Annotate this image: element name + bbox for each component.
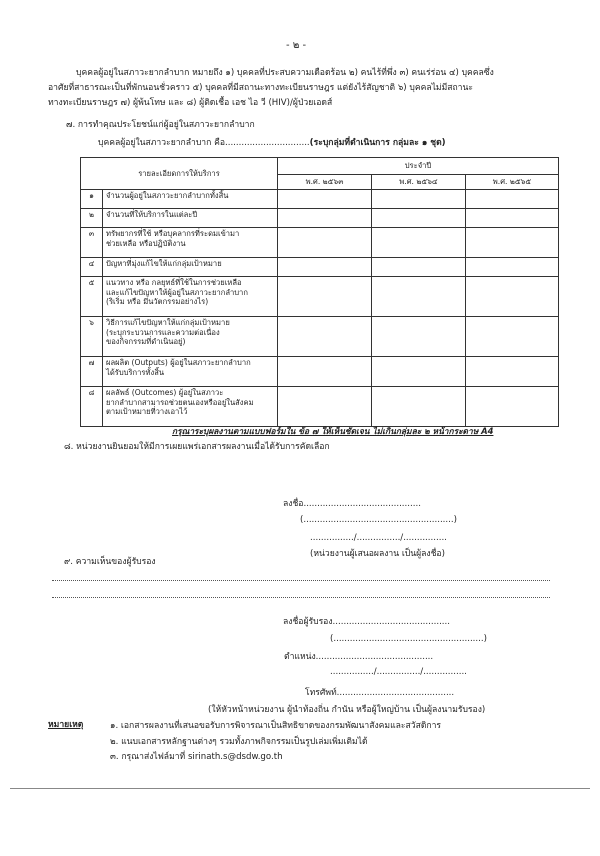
table-note: กรุณาระบุผลงานตามแบบฟอร์มใน ข้อ ๗ ให้เห็นชัดเจน ไม่เกินกลุ่มละ ๒ หน้ากระดาษ A4 bbox=[172, 426, 494, 436]
year-value-cell[interactable] bbox=[466, 387, 559, 427]
year-value-cell[interactable] bbox=[372, 258, 466, 277]
table-body bbox=[81, 190, 559, 427]
year-value-cell[interactable] bbox=[466, 357, 559, 387]
row-number: ๘ bbox=[81, 387, 103, 427]
table-header-year-group: ประจำปี bbox=[278, 158, 559, 175]
row-number: ๗ bbox=[81, 357, 103, 387]
row-number: ๑ bbox=[81, 190, 103, 209]
table-row bbox=[81, 209, 559, 228]
remarks-item-2: ๒. แนบเอกสารหลักฐานต่างๆ รวมทั้งภาพกิจกรรมเป็นรูปเล่มเพิ่มเติมได้ bbox=[110, 737, 368, 747]
comment-line-1 bbox=[52, 580, 550, 581]
row-detail-line: ปัญหาที่มุ่งแก้ไขให้แก่กลุ่มเป้าหมาย bbox=[106, 259, 222, 268]
row-detail bbox=[103, 228, 278, 258]
year-value-cell[interactable] bbox=[278, 209, 372, 228]
comment-line-2 bbox=[52, 597, 550, 598]
row-detail bbox=[103, 357, 278, 387]
year-value-cell[interactable] bbox=[278, 387, 372, 427]
table-row bbox=[81, 277, 559, 317]
section9-caption: (ให้หัวหน้าหน่วยงาน ผู้นำท้องถิ่น กำนัน หรือผู้ใหญ่บ้าน เป็นผู้ลงนามรับรอง) bbox=[208, 705, 486, 715]
section7-subline-bold: (ระบุกลุ่มที่ดำเนินการ กลุ่มละ ๑ ชุด) bbox=[309, 138, 446, 148]
row-detail-line: ตามเป้าหมายที่วางเอาไว้ bbox=[106, 407, 188, 416]
section9-sign-line: ลงชื่อผู้รับรอง........................................... bbox=[283, 617, 450, 627]
year-value-cell[interactable] bbox=[278, 190, 372, 209]
section8-heading: ๘. หน่วยงานยินยอมให้มีการเผยแพร่เอกสารผลงานเมื่อได้รับการคัดเลือก bbox=[64, 442, 330, 452]
row-detail-line: แนวทาง หรือ กลยุทธ์ที่ใช้ในการช่วยเหลือ bbox=[106, 278, 242, 287]
table-row bbox=[81, 258, 559, 277]
table-header-year-3: พ.ศ. ๒๕๖๕ bbox=[466, 175, 559, 190]
table-row bbox=[81, 228, 559, 258]
section9-name-line: (.......................................................) bbox=[330, 634, 487, 644]
intro-line-1: บุคคลผู้อยู่ในสภาวะยากลำบาก หมายถึง ๑) บุคคลที่ประสบความเดือดร้อน ๒) คนไร้ที่พึ่ง ๓) คนเร่ร่อน ๔) บุคคลซึ่ง bbox=[76, 68, 494, 78]
table-header-year-2: พ.ศ. ๒๕๖๔ bbox=[372, 175, 466, 190]
row-detail bbox=[103, 317, 278, 357]
section8-name-line: (.......................................................) bbox=[300, 515, 457, 525]
row-detail bbox=[103, 258, 278, 277]
row-detail-line: ผลผลิต (Outputs) ผู้อยู่ในสภาวะยากลำบาก bbox=[106, 358, 251, 367]
row-number: ๓ bbox=[81, 228, 103, 258]
row-detail-line: (ริเริ่ม หรือ มีนวัตกรรมอย่างไร) bbox=[106, 297, 209, 306]
year-value-cell[interactable] bbox=[372, 387, 466, 427]
year-value-cell[interactable] bbox=[278, 317, 372, 357]
row-detail-line: วิธีการแก้ไขปัญหาให้แก่กลุ่มเป้าหมาย bbox=[106, 318, 230, 327]
row-detail-line: จำนวนผู้อยู่ในสภาวะยากลำบากทั้งสิ้น bbox=[106, 191, 229, 200]
table-header-detail: รายละเอียดการให้บริการ bbox=[81, 158, 278, 190]
section9-position-line: ตำแหน่ง........................................... bbox=[284, 652, 434, 662]
table-row bbox=[81, 357, 559, 387]
year-value-cell[interactable] bbox=[466, 317, 559, 357]
row-detail-line: ยากลำบากสามารถช่วยตนเองหรืออยู่ในสังคม bbox=[106, 397, 254, 407]
service-table bbox=[80, 157, 559, 427]
section7-heading: ๗. การทำคุณประโยชน์แก่ผู้อยู่ในสภาวะยากลำบาก bbox=[66, 120, 255, 130]
row-detail-line: ได้รับบริการทั้งสิ้น bbox=[106, 367, 165, 377]
year-value-cell[interactable] bbox=[466, 228, 559, 258]
remarks-item-1: ๑. เอกสารผลงานที่เสนอขอรับการพิจารณาเป็นสิทธิขาดของกรมพัฒนาสังคมและสวัสดิการ bbox=[110, 721, 442, 731]
section8-sign-line: ลงชื่อ........................................... bbox=[283, 499, 421, 509]
section9-phone-line: โทรศัพท์........................................... bbox=[305, 688, 455, 698]
row-detail bbox=[103, 387, 278, 427]
year-value-cell[interactable] bbox=[466, 277, 559, 317]
year-value-cell[interactable] bbox=[372, 357, 466, 387]
row-detail bbox=[103, 190, 278, 209]
row-number: ๒ bbox=[81, 209, 103, 228]
year-value-cell[interactable] bbox=[372, 228, 466, 258]
row-detail-line: (ระบุกระบวนการและความต่อเนื่อง bbox=[106, 327, 220, 337]
footer-divider bbox=[10, 788, 590, 789]
row-detail bbox=[103, 209, 278, 228]
section8-date-line: ................/................/................ bbox=[310, 533, 447, 543]
section7-subline-text: บุคคลผู้อยู่ในสภาวะยากลำบาก คือ............................... bbox=[98, 138, 310, 148]
year-value-cell[interactable] bbox=[372, 190, 466, 209]
year-value-cell[interactable] bbox=[278, 228, 372, 258]
table-row bbox=[81, 190, 559, 209]
intro-line-2: อาศัยที่สาธารณะเป็นที่พักนอนชั่วคราว ๕) บุคคลที่มีสถานะทางทะเบียนราษฎร แต่ยังไร้สัญชาติ ๖) บุคคลไม่มีสถานะ bbox=[48, 83, 474, 93]
year-value-cell[interactable] bbox=[466, 258, 559, 277]
table-row bbox=[81, 317, 559, 357]
row-detail bbox=[103, 277, 278, 317]
intro-line-3: ทางทะเบียนราษฎร ๗) ผู้พ้นโทษ และ ๘) ผู้ติดเชื้อ เอช ไอ วี (HIV)/ผู้ป่วยเอดส์ bbox=[48, 98, 333, 108]
row-number: ๕ bbox=[81, 277, 103, 317]
row-detail-line: จำนวนที่ให้บริการในแต่ละปี bbox=[106, 210, 198, 219]
row-detail-line: ของกิจกรรมที่ดำเนินอยู่) bbox=[106, 337, 186, 346]
year-value-cell[interactable] bbox=[278, 258, 372, 277]
row-number: ๖ bbox=[81, 317, 103, 357]
section9-date-line: ................/................/................ bbox=[330, 667, 467, 677]
table-header-year-1: พ.ศ. ๒๕๖๓ bbox=[278, 175, 372, 190]
section7-subline bbox=[98, 138, 446, 149]
year-value-cell[interactable] bbox=[372, 209, 466, 228]
section8-caption: (หน่วยงานผู้เสนอผลงาน เป็นผู้ลงชื่อ) bbox=[310, 549, 445, 559]
row-number: ๔ bbox=[81, 258, 103, 277]
row-detail-line: และแก้ไขปัญหาให้ผู้อยู่ในสภาวะยากลำบาก bbox=[106, 287, 248, 297]
remarks-item-3: ๓. กรุณาส่งไฟล์มาที่ sirinath.s@dsdw.go.th bbox=[110, 752, 283, 762]
year-value-cell[interactable] bbox=[372, 317, 466, 357]
section9-heading: ๙. ความเห็นของผู้รับรอง bbox=[64, 557, 156, 567]
page-number: - ๒ - bbox=[286, 40, 307, 51]
year-value-cell[interactable] bbox=[466, 209, 559, 228]
year-value-cell[interactable] bbox=[278, 357, 372, 387]
year-value-cell[interactable] bbox=[466, 190, 559, 209]
row-detail-line: ช่วยเหลือ หรือปฏิบัติงาน bbox=[106, 238, 186, 248]
row-detail-line: ทรัพยากรที่ใช้ หรือบุคลากรที่ระดมเข้ามา bbox=[106, 229, 240, 238]
year-value-cell[interactable] bbox=[372, 277, 466, 317]
row-detail-line: ผลลัพธ์ (Outcomes) ผู้อยู่ในสภาวะ bbox=[106, 388, 224, 397]
year-value-cell[interactable] bbox=[278, 277, 372, 317]
remarks-label: หมายเหตุ bbox=[48, 720, 84, 730]
table-row bbox=[81, 387, 559, 427]
